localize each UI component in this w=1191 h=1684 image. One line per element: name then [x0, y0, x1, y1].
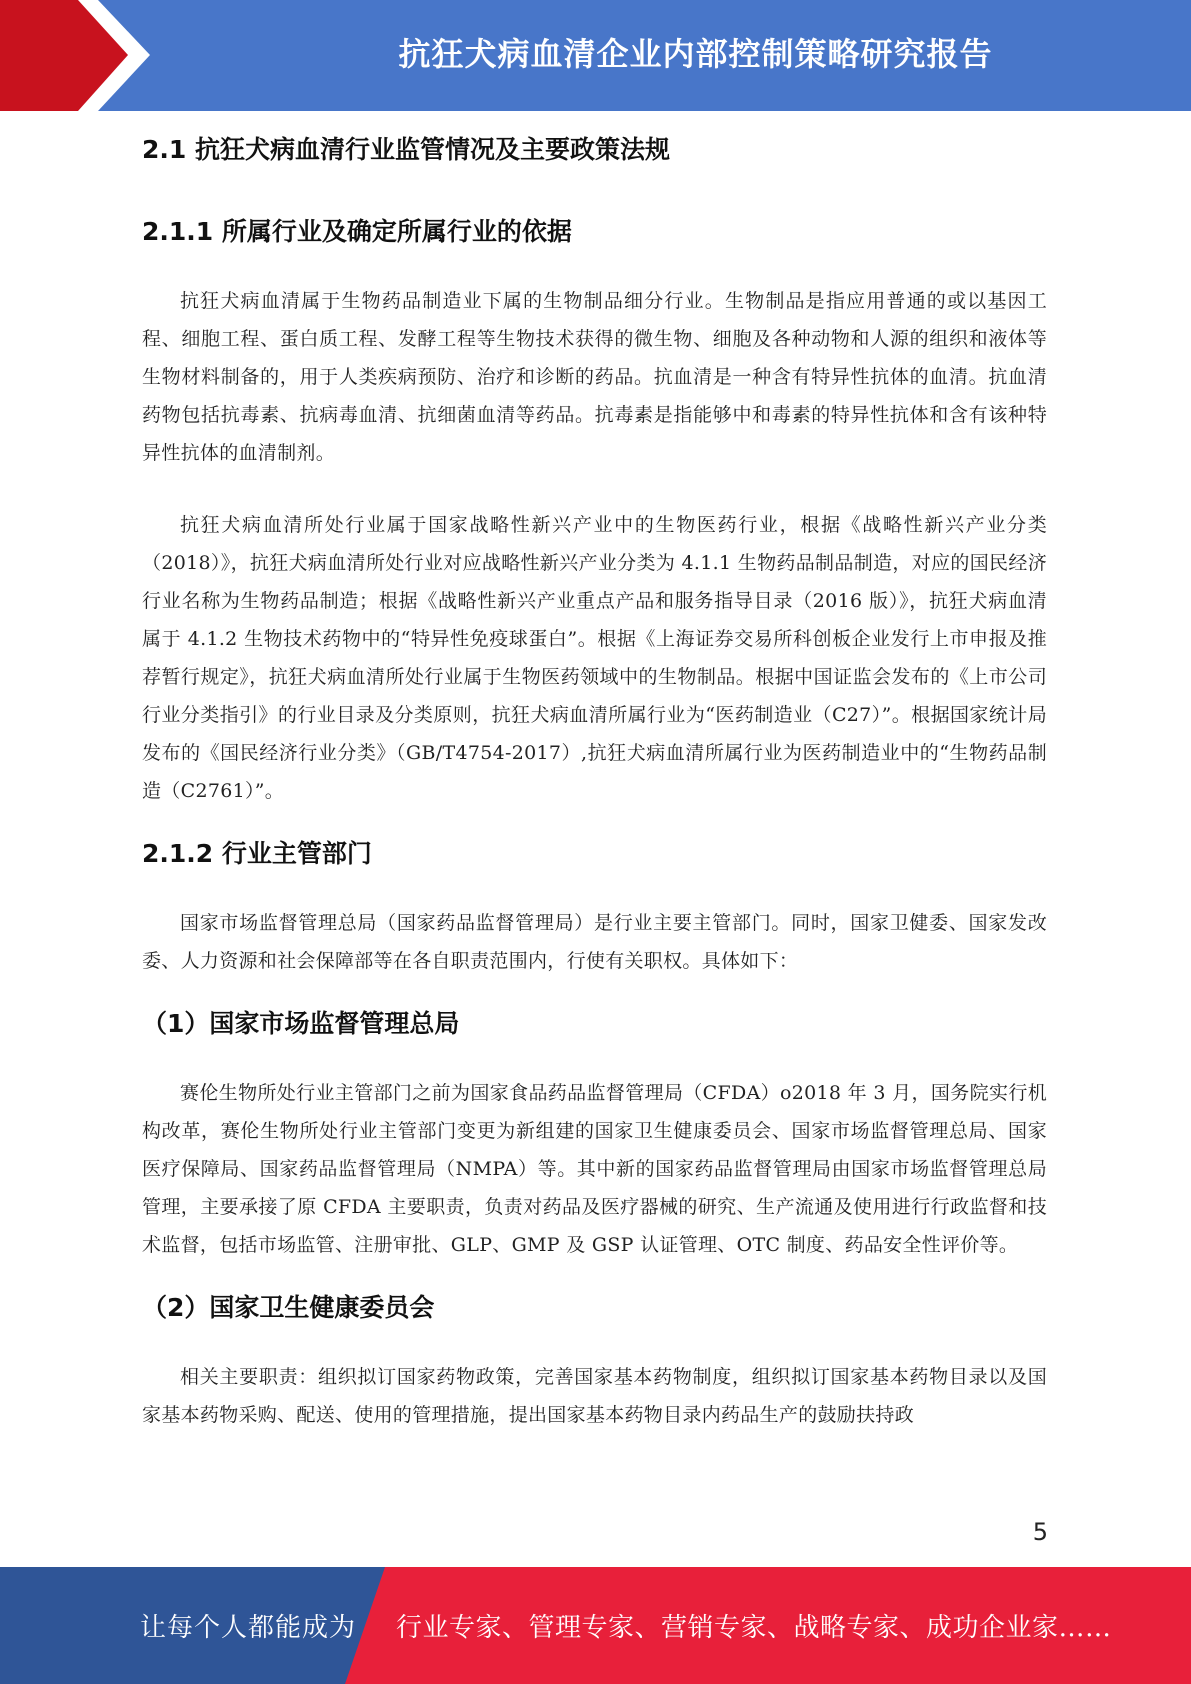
paragraph-nhc: 相关主要职责：组织拟订国家药物政策，完善国家基本药物制度，组织拟订国家基本药物目录以及国家基本药物采购、配送、使用的管理措施，提出国家基本药物目录内药品生产的鼓励扶持政	[142, 1366, 1047, 1426]
section-heading-2-1-1: 2.1.1 所属行业及确定所属行业的依据	[142, 217, 572, 246]
section-heading-2-1: 2.1 抗狂犬病血清行业监管情况及主要政策法规	[142, 135, 670, 164]
document-title: 抗狂犬病血清企业内部控制策略研究报告	[398, 35, 993, 73]
subheading-nhc: （2）国家卫生健康委员会	[142, 1293, 435, 1322]
footer-slogan-left: 让每个人都能成为	[140, 1613, 357, 1643]
page-number: 5	[1032, 1518, 1048, 1546]
page-content	[142, 128, 1047, 1434]
paragraph-samr: 赛伦生物所处行业主管部门之前为国家食品药品监督管理局（CFDA）o2018 年 3 月，国务院实行机构改革，赛伦生物所处行业主管部门变更为新组建的国家卫生健康委员会、国家市场监督管理总局、国家医疗保障局、国家药品监督管理局（NMPA）等。其中新的国家药品监督管理局由国家市场监督管理总局管理，主要承接了原 CFDA 主要职责，负责对药品及医疗器械的研究、生产流通及使用进行行政监督和技术监督，包括市场监管、注册审批、GLP、GMP 及 GSP 认证管理、OTC 制度、药品安全性评价等。	[142, 1082, 1047, 1256]
subheading-samr: （1）国家市场监督管理总局	[142, 1009, 460, 1038]
section-heading-2-1-2: 2.1.2 行业主管部门	[142, 839, 372, 868]
footer-banner	[0, 1567, 1191, 1684]
paragraph-industry-definition: 抗狂犬病血清属于生物药品制造业下属的生物制品细分行业。生物制品是指应用普通的或以基因工程、细胞工程、蛋白质工程、发酵工程等生物技术获得的微生物、细胞及各种动物和人源的组织和液体等生物材料制备的，用于人类疾病预防、治疗和诊断的药品。抗血清是一种含有特异性抗体的血清。抗血清药物包括抗毒素、抗病毒血清、抗细菌血清等药品。抗毒素是指能够中和毒素的特异性抗体和含有该种特异性抗体的血清制剂。	[142, 290, 1047, 464]
paragraph-industry-classification: 抗狂犬病血清所处行业属于国家战略性新兴产业中的生物医药行业，根据《战略性新兴产业分类（2018）》，抗狂犬病血清所处行业对应战略性新兴产业分类为 4.1.1 生物药品制品制造，对应的国民经济行业名称为生物药品制造；根据《战略性新兴产业重点产品和服务指导目录（2016 版）》，抗狂犬病血清属于 4.1.2 生物技术药物中的“特异性免疫球蛋白”。根据《上海证券交易所科创板企业发行上市申报及推荐暂行规定》，抗狂犬病血清所处行业属于生物医药领域中的生物制品。根据中国证监会发布的《上市公司行业分类指引》的行业目录及分类原则，抗狂犬病血清所属行业为“医药制造业（C27）”。根据国家统计局发布的《国民经济行业分类》（GB/T4754-2017）,抗狂犬病血清所属行业为医药制造业中的“生物药品制造（C2761）”。	[142, 514, 1047, 802]
paragraph-regulators-intro: 国家市场监督管理总局（国家药品监督管理局）是行业主要主管部门。同时，国家卫健委、国家发改委、人力资源和社会保障部等在各自职责范围内，行使有关职权。具体如下：	[142, 912, 1047, 972]
footer-slogan-right: 行业专家、管理专家、营销专家、战略专家、成功企业家……	[396, 1613, 1112, 1643]
header-banner	[0, 0, 1191, 111]
